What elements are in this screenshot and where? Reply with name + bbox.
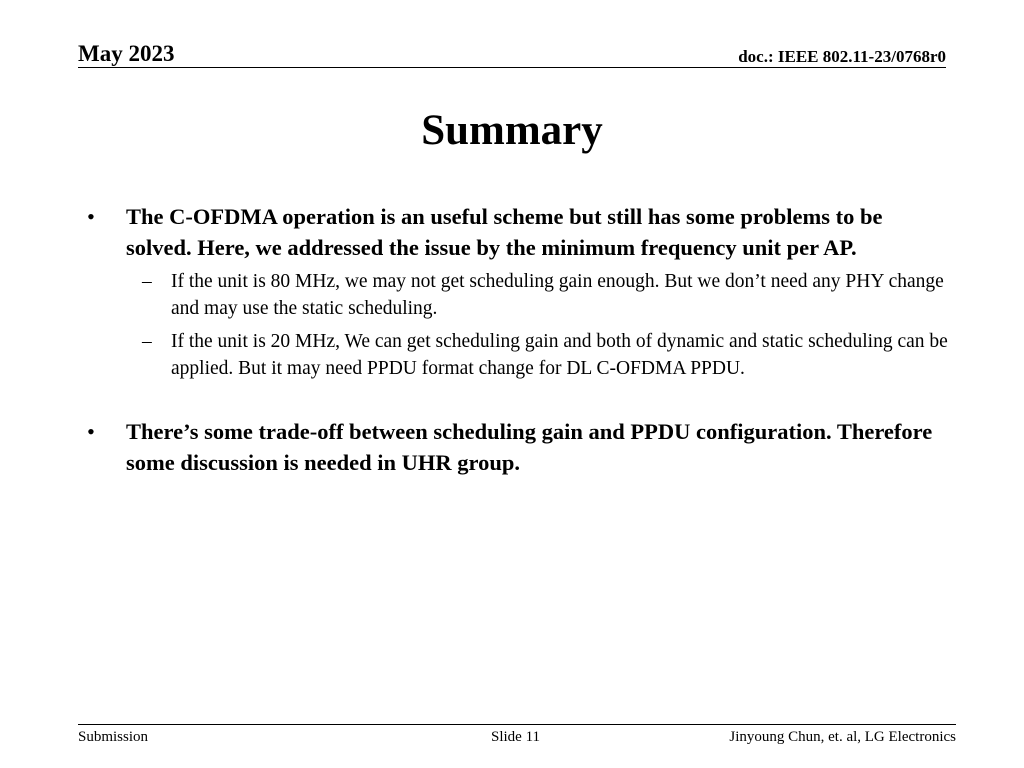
footer-divider — [78, 724, 956, 725]
sub-item-text: If the unit is 80 MHz, we may not get scheduling gain enough. But we don’t need any PHY change and may use the static scheduling. — [171, 271, 944, 319]
footer-submission: Submission — [78, 729, 149, 745]
slide-title: Summary — [421, 107, 603, 154]
bullet-item-1 — [80, 201, 950, 263]
header-date: May 2023 — [78, 41, 175, 66]
sub-item-text: If the unit is 20 MHz, We can get scheduling gain and both of dynamic and static scheduling can be applied. But it may need PPDU format change for DL C-OFDMA PPDU. — [171, 331, 948, 379]
header-divider — [78, 67, 946, 68]
sub-bullet-marker: – — [142, 331, 152, 352]
footer-authors: Jinyoung Chun, et. al, LG Electronics — [729, 729, 956, 745]
bullet-item-2 — [80, 416, 950, 478]
sub-bullet-marker: – — [142, 271, 152, 292]
bullet-text: The C-OFDMA operation is an useful scheme but still has some problems to be solved. Here, we addressed the issue by the minimum frequency unit per AP. — [126, 204, 883, 260]
bullet-marker: • — [87, 204, 95, 229]
header-doc-id: doc.: IEEE 802.11-23/0768r0 — [738, 47, 946, 66]
slide-body — [80, 201, 950, 478]
sub-item-1 — [80, 268, 950, 322]
footer-slide-number: Slide 11 — [490, 729, 541, 745]
bullet-text: There’s some trade-off between scheduling gain and PPDU configuration. Therefore some discussion is needed in UHR group. — [126, 419, 933, 475]
sub-item-2 — [80, 328, 950, 382]
bullet-marker: • — [87, 419, 95, 444]
